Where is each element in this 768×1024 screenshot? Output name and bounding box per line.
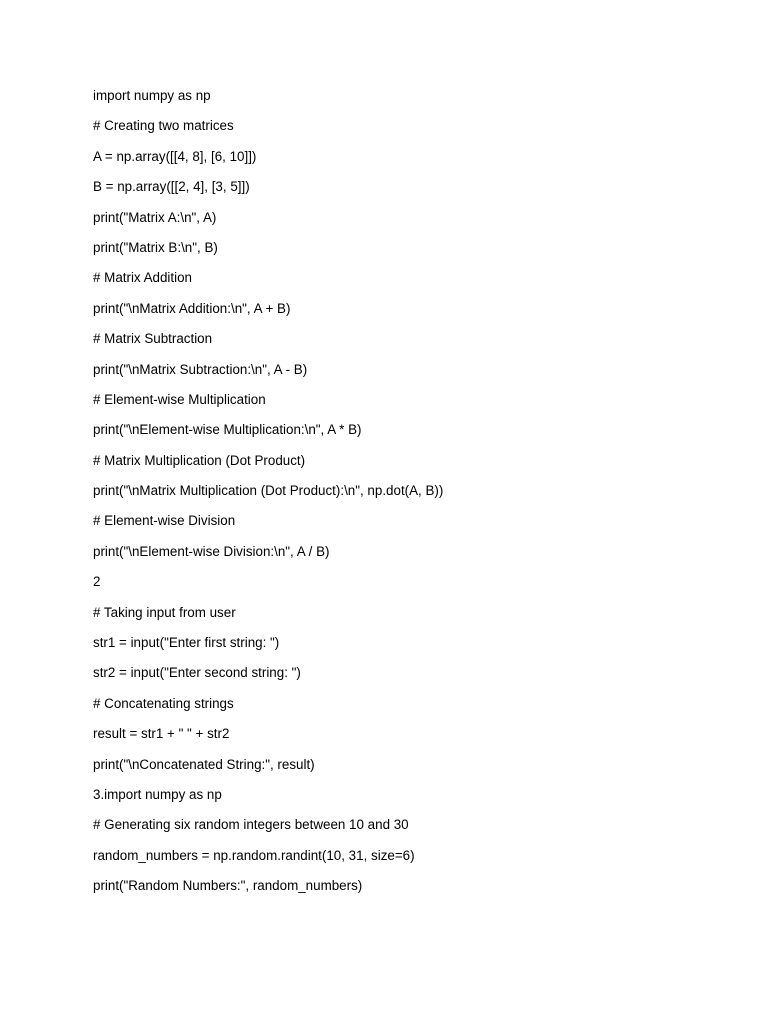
text-line-str1-input: str1 = input("Enter first string: "): [93, 635, 280, 651]
text-line-comment-random: # Generating six random integers between 10 and 30: [93, 817, 409, 833]
text-line-print-division: print("\nElement-wise Division:\n", A / B): [93, 543, 330, 559]
text-line-import-numpy: import numpy as np: [93, 88, 211, 103]
text-line-print-concatenated: print("\nConcatenated String:", result): [93, 756, 315, 772]
document-body: [93, 86, 733, 907]
text-line-print-dot-product: print("\nMatrix Multiplication (Dot Product):\n", np.dot(A, B)): [93, 483, 444, 499]
text-line-section-2: 2: [93, 574, 101, 590]
text-line-random-numbers-def: random_numbers = np.random.randint(10, 31, size=6): [93, 847, 415, 863]
text-line-print-random: print("Random Numbers:", random_numbers): [93, 878, 363, 894]
text-line-result-concat: result = str1 + " " + str2: [93, 726, 230, 742]
text-line-str2-input: str2 = input("Enter second string: "): [93, 665, 301, 681]
text-line-comment-subtraction: # Matrix Subtraction: [93, 331, 213, 347]
text-line-comment-user-input: # Taking input from user: [93, 604, 236, 620]
text-line-print-matrix-b: print("Matrix B:\n", B): [93, 239, 218, 255]
text-line-print-elementwise-mult: print("\nElement-wise Multiplication:\n", A * B): [93, 422, 362, 438]
text-line-comment-creating-matrices: # Creating two matrices: [93, 118, 234, 134]
text-line-comment-concatenating: # Concatenating strings: [93, 695, 234, 711]
text-line-section-3-import: 3.import numpy as np: [93, 786, 222, 802]
text-line-print-matrix-a: print("Matrix A:\n", A): [93, 209, 217, 225]
text-line-comment-dot-product: # Matrix Multiplication (Dot Product): [93, 452, 306, 468]
text-line-print-subtraction: print("\nMatrix Subtraction:\n", A - B): [93, 361, 308, 377]
text-line-print-addition: print("\nMatrix Addition:\n", A + B): [93, 300, 291, 316]
text-line-comment-elementwise-mult: # Element-wise Multiplication: [93, 391, 266, 407]
text-line-comment-division: # Element-wise Division: [93, 513, 236, 529]
text-line-matrix-b-def: B = np.array([[2, 4], [3, 5]]): [93, 179, 250, 195]
text-line-matrix-a-def: A = np.array([[4, 8], [6, 10]]): [93, 148, 257, 164]
text-line-comment-addition: # Matrix Addition: [93, 270, 192, 286]
